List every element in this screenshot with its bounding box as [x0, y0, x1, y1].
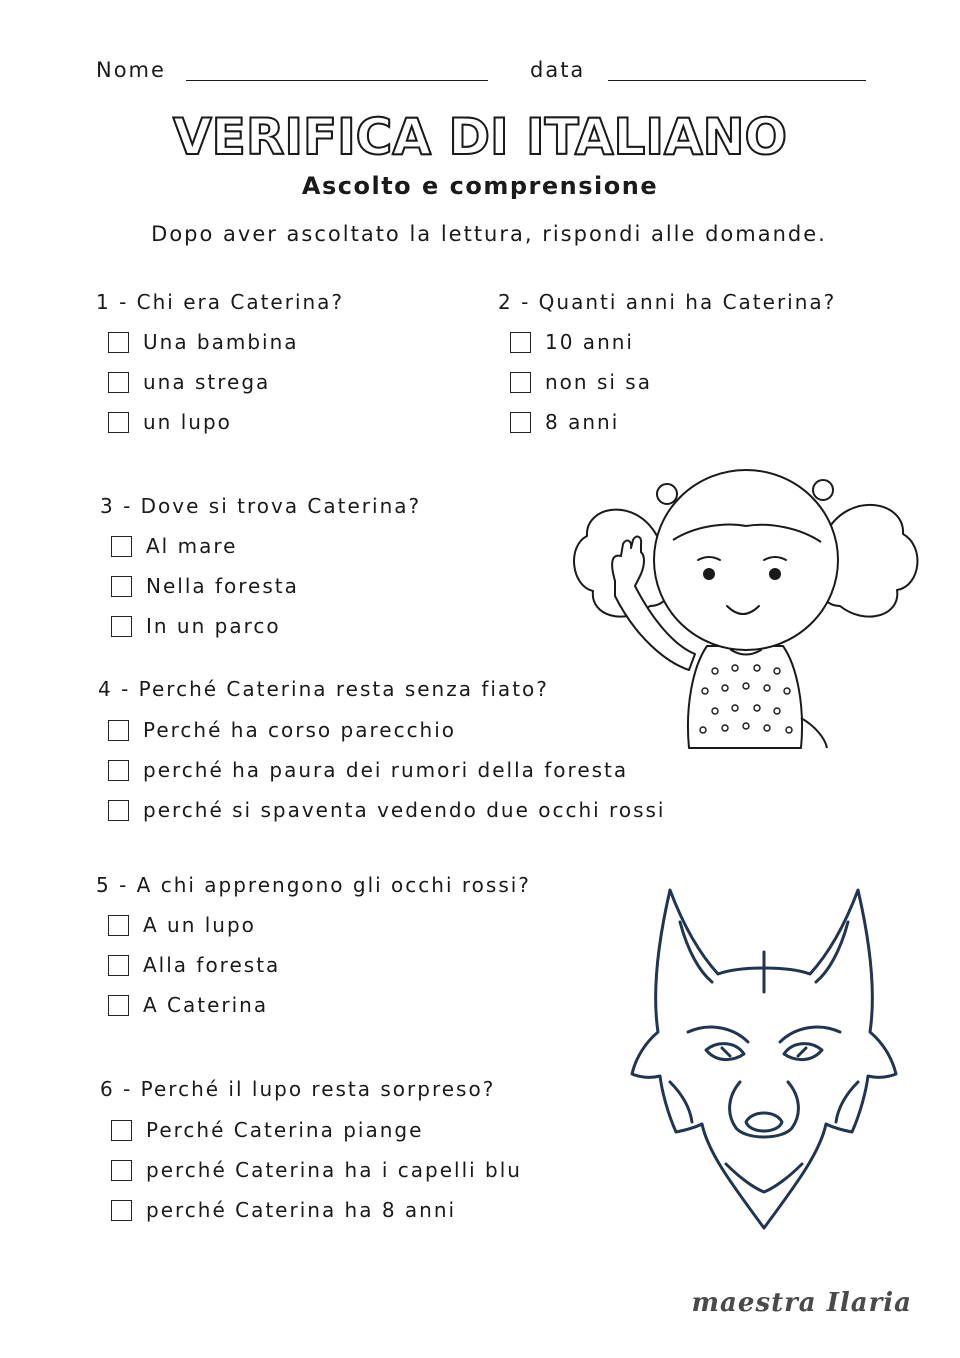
- question-text: 2 - Quanti anni ha Caterina?: [498, 290, 837, 314]
- page-subtitle: Ascolto e comprensione: [301, 172, 659, 200]
- option-label: Alla foresta: [143, 953, 281, 977]
- page-title: VERIFICA DI ITALIANO: [172, 108, 788, 166]
- checkbox[interactable]: [111, 536, 132, 557]
- option-label: A Caterina: [143, 993, 269, 1017]
- option-label: In un parco: [146, 614, 281, 638]
- option[interactable]: [111, 1196, 522, 1224]
- name-label: Nome: [96, 58, 166, 82]
- author-signature: maestra Ilaria: [691, 1288, 912, 1318]
- option-label: una strega: [143, 370, 271, 394]
- wolf-head-illustration: [630, 882, 898, 1232]
- date-field[interactable]: [608, 80, 866, 81]
- checkbox[interactable]: [111, 1120, 132, 1141]
- checkbox[interactable]: [111, 616, 132, 637]
- question-6: [100, 1077, 495, 1101]
- question-1-options: [108, 328, 299, 436]
- checkbox[interactable]: [108, 915, 129, 936]
- checkbox[interactable]: [108, 412, 129, 433]
- option[interactable]: [108, 756, 665, 784]
- question-3: [100, 494, 421, 518]
- question-1: [96, 290, 344, 314]
- question-text: 5 - A chi apprengono gli occhi rossi?: [96, 873, 531, 897]
- question-5: [96, 873, 531, 897]
- option[interactable]: [111, 572, 299, 600]
- question-6-options: [111, 1116, 522, 1224]
- option[interactable]: [111, 1116, 522, 1144]
- name-field[interactable]: [186, 80, 488, 81]
- option-label: Al mare: [146, 534, 238, 558]
- question-4: [98, 677, 549, 701]
- checkbox[interactable]: [108, 800, 129, 821]
- checkbox[interactable]: [111, 576, 132, 597]
- option[interactable]: [108, 368, 299, 396]
- option-label: 8 anni: [545, 410, 620, 434]
- instructions: Dopo aver ascoltato la lettura, rispondi alle domande.: [151, 222, 827, 246]
- question-text: 3 - Dove si trova Caterina?: [100, 494, 422, 518]
- option[interactable]: [111, 532, 299, 560]
- option-label: un lupo: [143, 410, 232, 434]
- checkbox[interactable]: [510, 332, 531, 353]
- option-label: perché Caterina ha i capelli blu: [146, 1158, 522, 1182]
- option-label: Una bambina: [143, 330, 299, 354]
- option[interactable]: [510, 328, 652, 356]
- checkbox[interactable]: [510, 372, 531, 393]
- checkbox[interactable]: [108, 720, 129, 741]
- option[interactable]: [108, 911, 280, 939]
- question-text: 4 - Perché Caterina resta senza fiato?: [98, 677, 549, 701]
- checkbox[interactable]: [108, 995, 129, 1016]
- question-2: [498, 290, 836, 314]
- question-text: 1 - Chi era Caterina?: [96, 290, 345, 314]
- checkbox[interactable]: [108, 372, 129, 393]
- option[interactable]: [108, 796, 665, 824]
- date-label: data: [530, 58, 586, 82]
- question-2-options: [510, 328, 652, 436]
- option-label: A un lupo: [143, 913, 256, 937]
- option[interactable]: [108, 991, 280, 1019]
- option[interactable]: [510, 408, 652, 436]
- option-label: perché Caterina ha 8 anni: [146, 1198, 457, 1222]
- checkbox[interactable]: [108, 955, 129, 976]
- option-label: 10 anni: [545, 330, 634, 354]
- checkbox[interactable]: [111, 1200, 132, 1221]
- question-text: 6 - Perché il lupo resta sorpreso?: [100, 1077, 496, 1101]
- option[interactable]: [108, 408, 299, 436]
- option[interactable]: [111, 612, 299, 640]
- question-5-options: [108, 911, 280, 1019]
- option[interactable]: [108, 951, 280, 979]
- option-label: Perché Caterina piange: [146, 1118, 424, 1142]
- option[interactable]: [510, 368, 652, 396]
- option-label: perché ha paura dei rumori della foresta: [143, 758, 629, 782]
- checkbox[interactable]: [108, 760, 129, 781]
- checkbox[interactable]: [111, 1160, 132, 1181]
- option-label: perché si spaventa vedendo due occhi rossi: [143, 798, 666, 822]
- option-label: Perché ha corso parecchio: [143, 718, 457, 742]
- girl-waving-illustration: [565, 456, 925, 756]
- option-label: non si sa: [545, 370, 652, 394]
- option[interactable]: [108, 328, 299, 356]
- option[interactable]: [111, 1156, 522, 1184]
- question-3-options: [111, 532, 299, 640]
- checkbox[interactable]: [108, 332, 129, 353]
- checkbox[interactable]: [510, 412, 531, 433]
- option-label: Nella foresta: [146, 574, 299, 598]
